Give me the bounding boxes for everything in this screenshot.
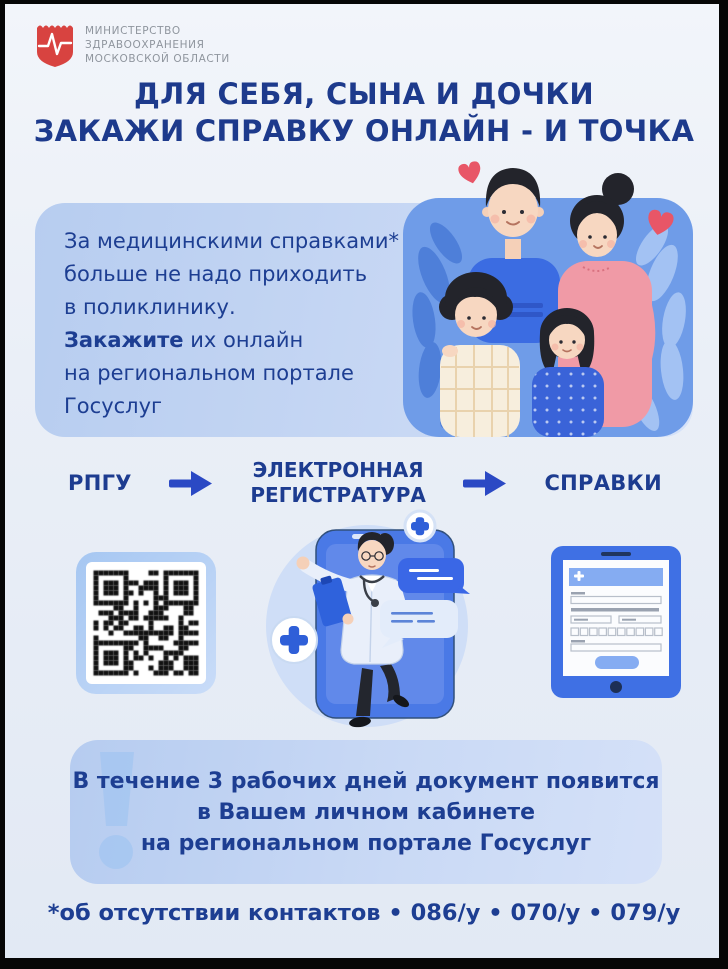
daughter-figure [532, 308, 604, 437]
flow-step-registry-line-2: РЕГИСТРАТУРА [250, 483, 426, 507]
logo-line-1: МИНИСТЕРСТВО [85, 25, 181, 37]
notice-card [70, 740, 662, 884]
logo-line-2: ЗДРАВООХРАНЕНИЯ [85, 39, 205, 51]
flow-step-spravki: СПРАВКИ [544, 471, 662, 495]
qr-code-canvas [90, 567, 202, 679]
ministry-shield-icon [35, 22, 75, 68]
title-line-1: ДЛЯ СЕБЯ, СЫНА И ДОЧКИ [134, 77, 594, 111]
info-card-text [64, 225, 399, 423]
notice-line-1: В течение 3 рабочих дней документ появится [72, 768, 660, 794]
medical-cross-icon [271, 617, 317, 663]
chat-bubble-blue [398, 558, 470, 594]
qr-code-icon [86, 562, 206, 684]
notice-line-3: на региональном портале Госуслуг [140, 830, 592, 856]
medical-cross-icon [405, 511, 435, 541]
notice-text [70, 740, 662, 884]
footnote: *об отсутствии контактов • 086/у • 070/у • 079/у [47, 900, 681, 926]
info-line-2: больше не надо приходить [64, 262, 368, 286]
tablet-form-illustration [543, 546, 689, 702]
info-line-3: в поликлинику. [64, 295, 236, 319]
info-line-4-bold: Закажите [64, 328, 184, 352]
flow-step-rpgu: РПГУ [68, 471, 132, 495]
qr-code-frame [76, 552, 216, 694]
info-line-5: на региональном портале [64, 361, 354, 385]
info-line-1: За медицинскими справками* [64, 229, 400, 253]
notice-line-2: в Вашем личном кабинете [196, 799, 536, 825]
info-line-6: Госуслуг [64, 394, 163, 418]
ministry-logo [35, 22, 230, 68]
page-title [0, 76, 728, 150]
ministry-name [85, 24, 230, 66]
son-figure [439, 272, 520, 437]
info-line-4-rest: их онлайн [183, 328, 304, 352]
title-line-2: ЗАКАЖИ СПРАВКУ ОНЛАЙН - И ТОЧКА [33, 114, 695, 148]
flow-step-registry-line-1: ЭЛЕКТРОННАЯ [252, 458, 424, 482]
arrow-right-icon [463, 469, 507, 497]
family-illustration [400, 155, 693, 437]
doctor-smartphone-illustration [252, 500, 482, 740]
arrow-right-icon [169, 469, 213, 497]
info-line-4 [64, 324, 399, 357]
logo-line-3: МОСКОВСКОЙ ОБЛАСТИ [85, 53, 230, 65]
